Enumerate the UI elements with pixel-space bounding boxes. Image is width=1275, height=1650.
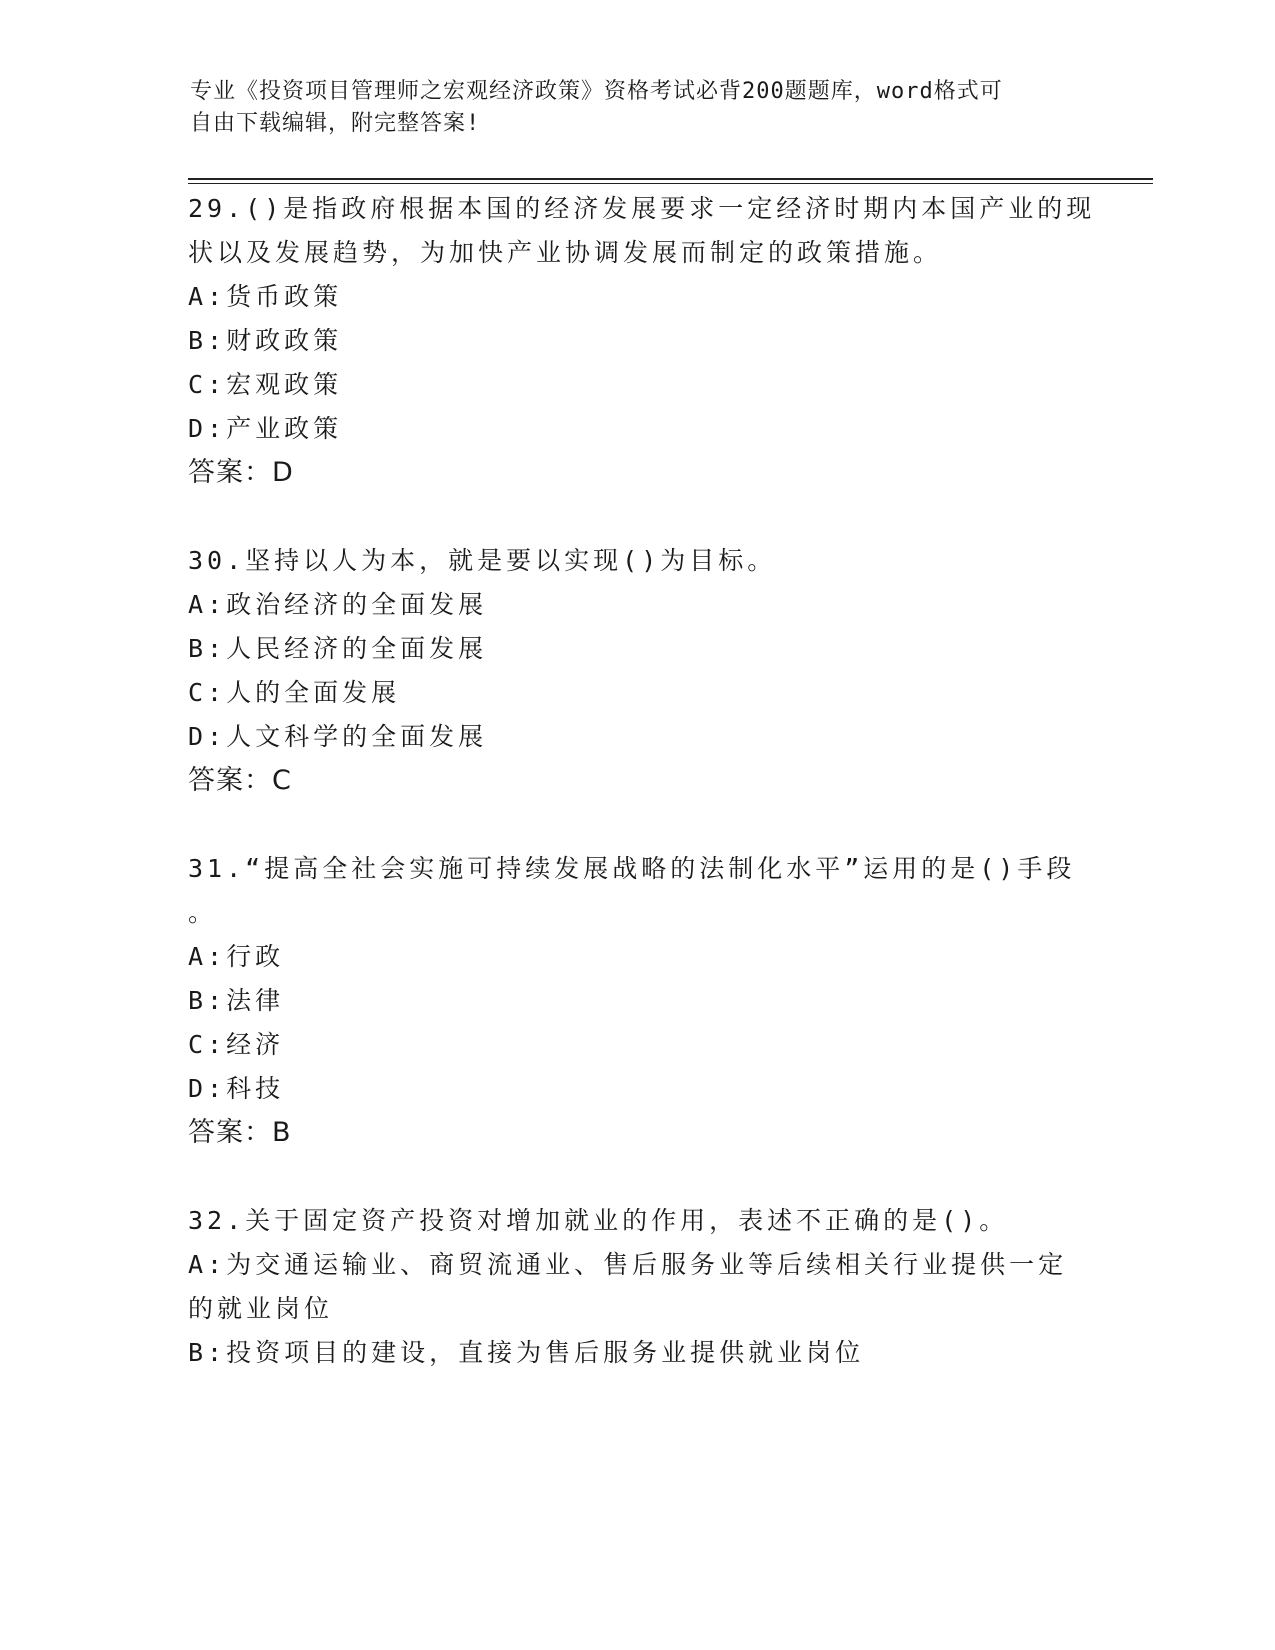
option-c: C:宏观政策: [188, 370, 343, 399]
option-a-continued: 的就业岗位: [188, 1294, 334, 1323]
header-line-2: 自由下载编辑，附完整答案!: [190, 111, 481, 136]
option-d: D:人文科学的全面发展: [188, 722, 488, 751]
answer-line: 答案：D: [188, 457, 294, 488]
option-a: A:行政: [188, 942, 285, 971]
option-b: B:投资项目的建设，直接为售后服务业提供就业岗位: [188, 1338, 865, 1367]
answer-line: 答案：C: [188, 765, 292, 796]
question-stem-line: 30.坚持以人为本，就是要以实现()为目标。: [188, 546, 777, 575]
option-a: A:为交通运输业、商贸流通业、售后服务业等后续相关行业提供一定: [188, 1250, 1068, 1279]
option-b: B:法律: [188, 986, 285, 1015]
option-b: B:财政政策: [188, 326, 343, 355]
question-stem-line: 31.“提高全社会实施可持续发展战略的法制化水平”运用的是()手段: [188, 854, 1076, 883]
option-a: A:政治经济的全面发展: [188, 590, 488, 619]
question-stem-line: 32.关于固定资产投资对增加就业的作用，表述不正确的是()。: [188, 1206, 1009, 1235]
document-header: [190, 76, 1070, 140]
option-b: B:人民经济的全面发展: [188, 634, 488, 663]
option-a: A:货币政策: [188, 282, 343, 311]
question-stem-line: 29.()是指政府根据本国的经济发展要求一定经济时期内本国产业的现: [188, 194, 1096, 223]
option-d: D:产业政策: [188, 414, 343, 443]
answer-line: 答案：B: [188, 1117, 292, 1148]
question-stem-line: 。: [188, 898, 218, 927]
option-d: D:科技: [188, 1074, 285, 1103]
header-divider-thick: [188, 178, 1153, 180]
option-c: C:人的全面发展: [188, 678, 401, 707]
header-line-1: 专业《投资项目管理师之宏观经济政策》资格考试必背200题题库，word格式可: [190, 79, 1003, 104]
question-stem-line: 状以及发展趋势，为加快产业协调发展而制定的政策措施。: [188, 238, 943, 267]
header-divider-thin: [188, 183, 1153, 184]
option-c: C:经济: [188, 1030, 285, 1059]
